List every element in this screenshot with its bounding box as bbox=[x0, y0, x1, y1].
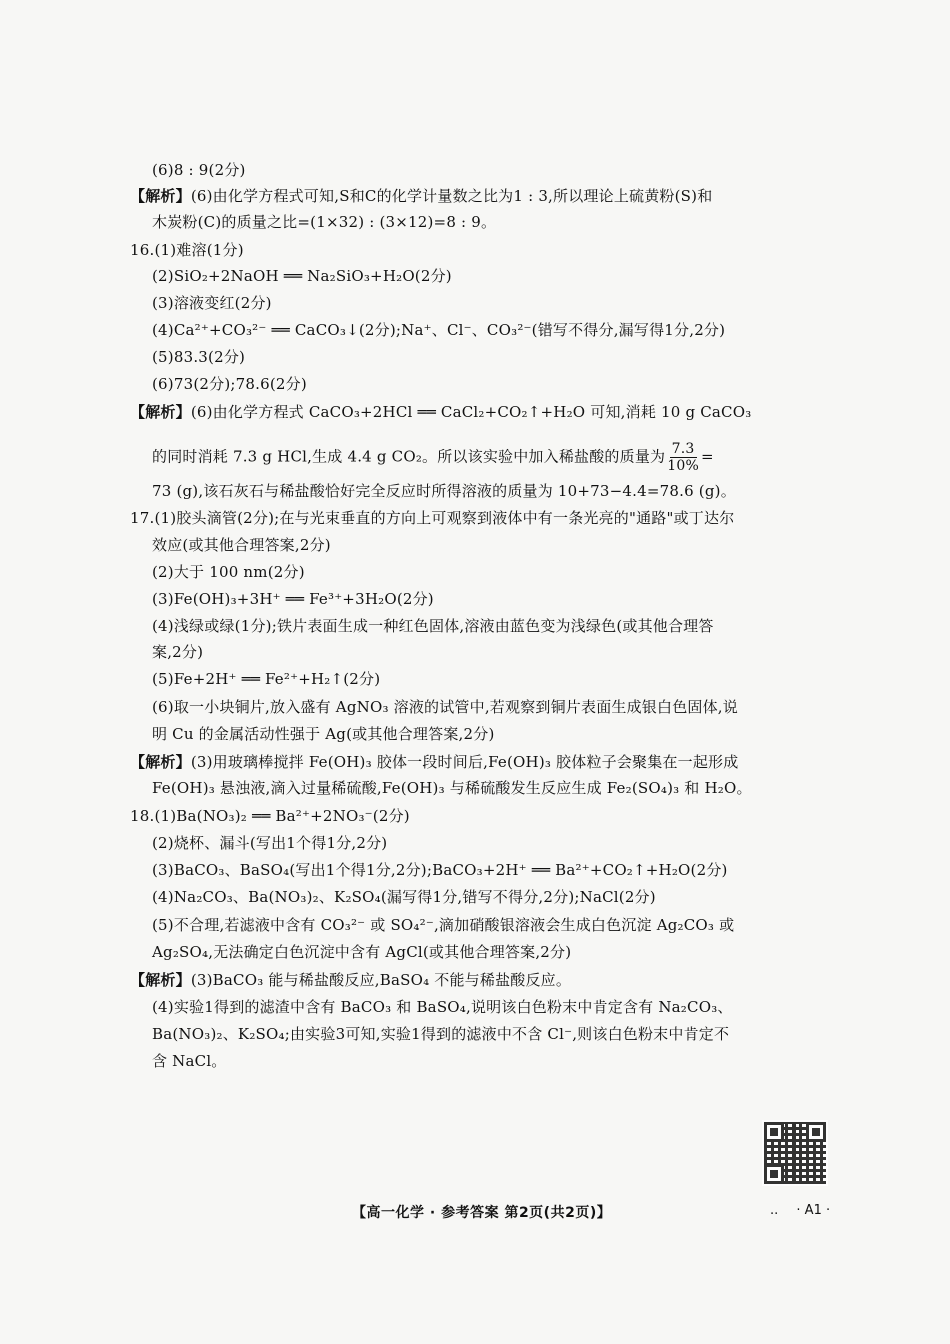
line-text: (5)83.3(2分) bbox=[152, 348, 246, 366]
answer-line bbox=[152, 724, 832, 744]
answer-line bbox=[152, 887, 832, 907]
line-text: (5)Fe+2H⁺ ══ Fe²⁺+H₂↑(2分) bbox=[152, 670, 381, 688]
answer-line bbox=[152, 562, 832, 582]
line-text: (6)73(2分);78.6(2分) bbox=[152, 375, 307, 393]
answer-line bbox=[152, 642, 832, 662]
line-text: 16.(1)难溶(1分) bbox=[130, 241, 244, 259]
analysis-line bbox=[130, 752, 810, 772]
line-text: 17.(1)胶头滴管(2分);在与光束垂直的方向上可观察到液体中有一条光亮的"通路"或丁达尔 bbox=[130, 509, 735, 527]
answer-line bbox=[152, 441, 832, 474]
line-text: Fe(OH)₃ 悬浊液,滴入过量稀硫酸,Fe(OH)₃ 与稀硫酸发生反应生成 Fe₂(SO₄)₃ 和 H₂O。 bbox=[152, 779, 752, 797]
line-text: Ba(NO₃)₂、K₂SO₄;由实验3可知,实验1得到的滤液中不含 Cl⁻,则该白色粉末中肯定不 bbox=[152, 1025, 730, 1043]
line-text: Ag₂SO₄,无法确定白色沉淀中含有 AgCl(或其他合理答案,2分) bbox=[152, 943, 572, 961]
answer-line bbox=[152, 589, 832, 609]
question-line bbox=[130, 240, 810, 260]
answer-line bbox=[152, 266, 832, 286]
qr-code bbox=[762, 1120, 828, 1186]
answer-line bbox=[152, 293, 832, 313]
analysis-line bbox=[130, 970, 810, 990]
line-text: (3)BaCO₃ 能与稀盐酸反应,BaSO₄ 不能与稀盐酸反应。 bbox=[190, 971, 572, 989]
analysis-label: 【解析】 bbox=[130, 971, 191, 989]
line-text: (4)Ca²⁺+CO₃²⁻ ══ CaCO₃↓(2分);Na⁺、Cl⁻、CO₃²⁻(错写不得分,漏写得1分,2分) bbox=[152, 321, 726, 339]
answer-line bbox=[152, 1051, 832, 1071]
fraction-denominator: 10% bbox=[667, 458, 699, 474]
line-text: 木炭粉(C)的质量之比=(1×32) : (3×12)=8 : 9。 bbox=[152, 213, 497, 231]
paper-code: · A1 · bbox=[796, 1203, 831, 1218]
fraction bbox=[667, 441, 699, 474]
answer-line bbox=[152, 915, 832, 935]
analysis-label: 【解析】 bbox=[130, 753, 191, 771]
question-line bbox=[130, 806, 810, 826]
line-text: (2)大于 100 nm(2分) bbox=[152, 563, 305, 581]
answer-line bbox=[152, 942, 832, 962]
line-text: (6)由化学方程式 CaCO₃+2HCl ══ CaCl₂+CO₂↑+H₂O 可知,消耗 10 g CaCO₃ bbox=[190, 403, 752, 421]
answer-line bbox=[152, 616, 832, 636]
page-footer-code bbox=[770, 1203, 830, 1218]
line-text: (2)SiO₂+2NaOH ══ Na₂SiO₃+H₂O(2分) bbox=[152, 267, 452, 285]
answer-line bbox=[152, 833, 832, 853]
answer-line bbox=[152, 778, 832, 798]
answer-line bbox=[152, 160, 832, 180]
equals-sign: = bbox=[700, 447, 714, 466]
line-text: (2)烧杯、漏斗(写出1个得1分,2分) bbox=[152, 834, 388, 852]
line-text: (3)Fe(OH)₃+3H⁺ ══ Fe³⁺+3H₂O(2分) bbox=[152, 590, 434, 608]
line-text: 73 (g),该石灰石与稀盐酸恰好完全反应时所得溶液的质量为 10+73−4.4=78.6 (g)。 bbox=[152, 482, 736, 500]
answer-line bbox=[152, 347, 832, 367]
analysis-line bbox=[130, 186, 810, 206]
line-text: (4)浅绿或绿(1分);铁片表面生成一种红色固体,溶液由蓝色变为浅绿色(或其他合理答 bbox=[152, 617, 714, 635]
line-text: (6)8 : 9(2分) bbox=[152, 161, 246, 179]
line-text: (3)BaCO₃、BaSO₄(写出1个得1分,2分);BaCO₃+2H⁺ ══ Ba²⁺+CO₂↑+H₂O(2分) bbox=[152, 861, 728, 879]
answer-line bbox=[152, 697, 832, 717]
line-text: 的同时消耗 7.3 g HCl,生成 4.4 g CO₂。所以该实验中加入稀盐酸的质量为 bbox=[152, 447, 666, 466]
line-text: 18.(1)Ba(NO₃)₂ ══ Ba²⁺+2NO₃⁻(2分) bbox=[130, 807, 410, 825]
answer-line bbox=[152, 212, 832, 232]
footer-dots: .. bbox=[770, 1203, 779, 1218]
page-footer-title: 【高一化学 · 参考答案 第2页(共2页)】 bbox=[352, 1205, 612, 1221]
answer-line bbox=[152, 481, 832, 501]
answer-line bbox=[152, 320, 832, 340]
line-text: (4)实验1得到的滤渣中含有 BaCO₃ 和 BaSO₄,说明该白色粉末中肯定含有 Na₂CO₃、 bbox=[152, 998, 733, 1016]
analysis-line bbox=[130, 402, 810, 422]
answer-line bbox=[152, 669, 832, 689]
answer-line bbox=[152, 535, 832, 555]
line-text: (4)Na₂CO₃、Ba(NO₃)₂、K₂SO₄(漏写得1分,错写不得分,2分);NaCl(2分) bbox=[152, 888, 656, 906]
answer-line bbox=[152, 860, 832, 880]
line-text: (5)不合理,若滤液中含有 CO₃²⁻ 或 SO₄²⁻,滴加硝酸银溶液会生成白色沉淀 Ag₂CO₃ 或 bbox=[152, 916, 735, 934]
fraction-numerator: 7.3 bbox=[671, 441, 695, 457]
line-text: (6)取一小块铜片,放入盛有 AgNO₃ 溶液的试管中,若观察到铜片表面生成银白色固体,说 bbox=[152, 698, 738, 716]
line-text: 含 NaCl。 bbox=[152, 1052, 227, 1070]
qr-corner-top-left bbox=[764, 1122, 784, 1142]
analysis-label: 【解析】 bbox=[130, 187, 191, 205]
qr-corner-bottom-left bbox=[764, 1164, 784, 1184]
line-text: (3)溶液变红(2分) bbox=[152, 294, 272, 312]
line-text: (3)用玻璃棒搅拌 Fe(OH)₃ 胶体一段时间后,Fe(OH)₃ 胶体粒子会聚集在一起形成 bbox=[190, 753, 739, 771]
line-text: 效应(或其他合理答案,2分) bbox=[152, 536, 331, 554]
question-line bbox=[130, 508, 810, 528]
line-text: (6)由化学方程式可知,S和C的化学计量数之比为1 : 3,所以理论上硫黄粉(S)和 bbox=[190, 187, 713, 205]
line-text: 明 Cu 的金属活动性强于 Ag(或其他合理答案,2分) bbox=[152, 725, 495, 743]
qr-corner-top-right bbox=[806, 1122, 826, 1142]
line-text: 案,2分) bbox=[152, 643, 204, 661]
answer-line bbox=[152, 1024, 832, 1044]
answer-line bbox=[152, 997, 832, 1017]
answer-line bbox=[152, 374, 832, 394]
analysis-label: 【解析】 bbox=[130, 403, 191, 421]
